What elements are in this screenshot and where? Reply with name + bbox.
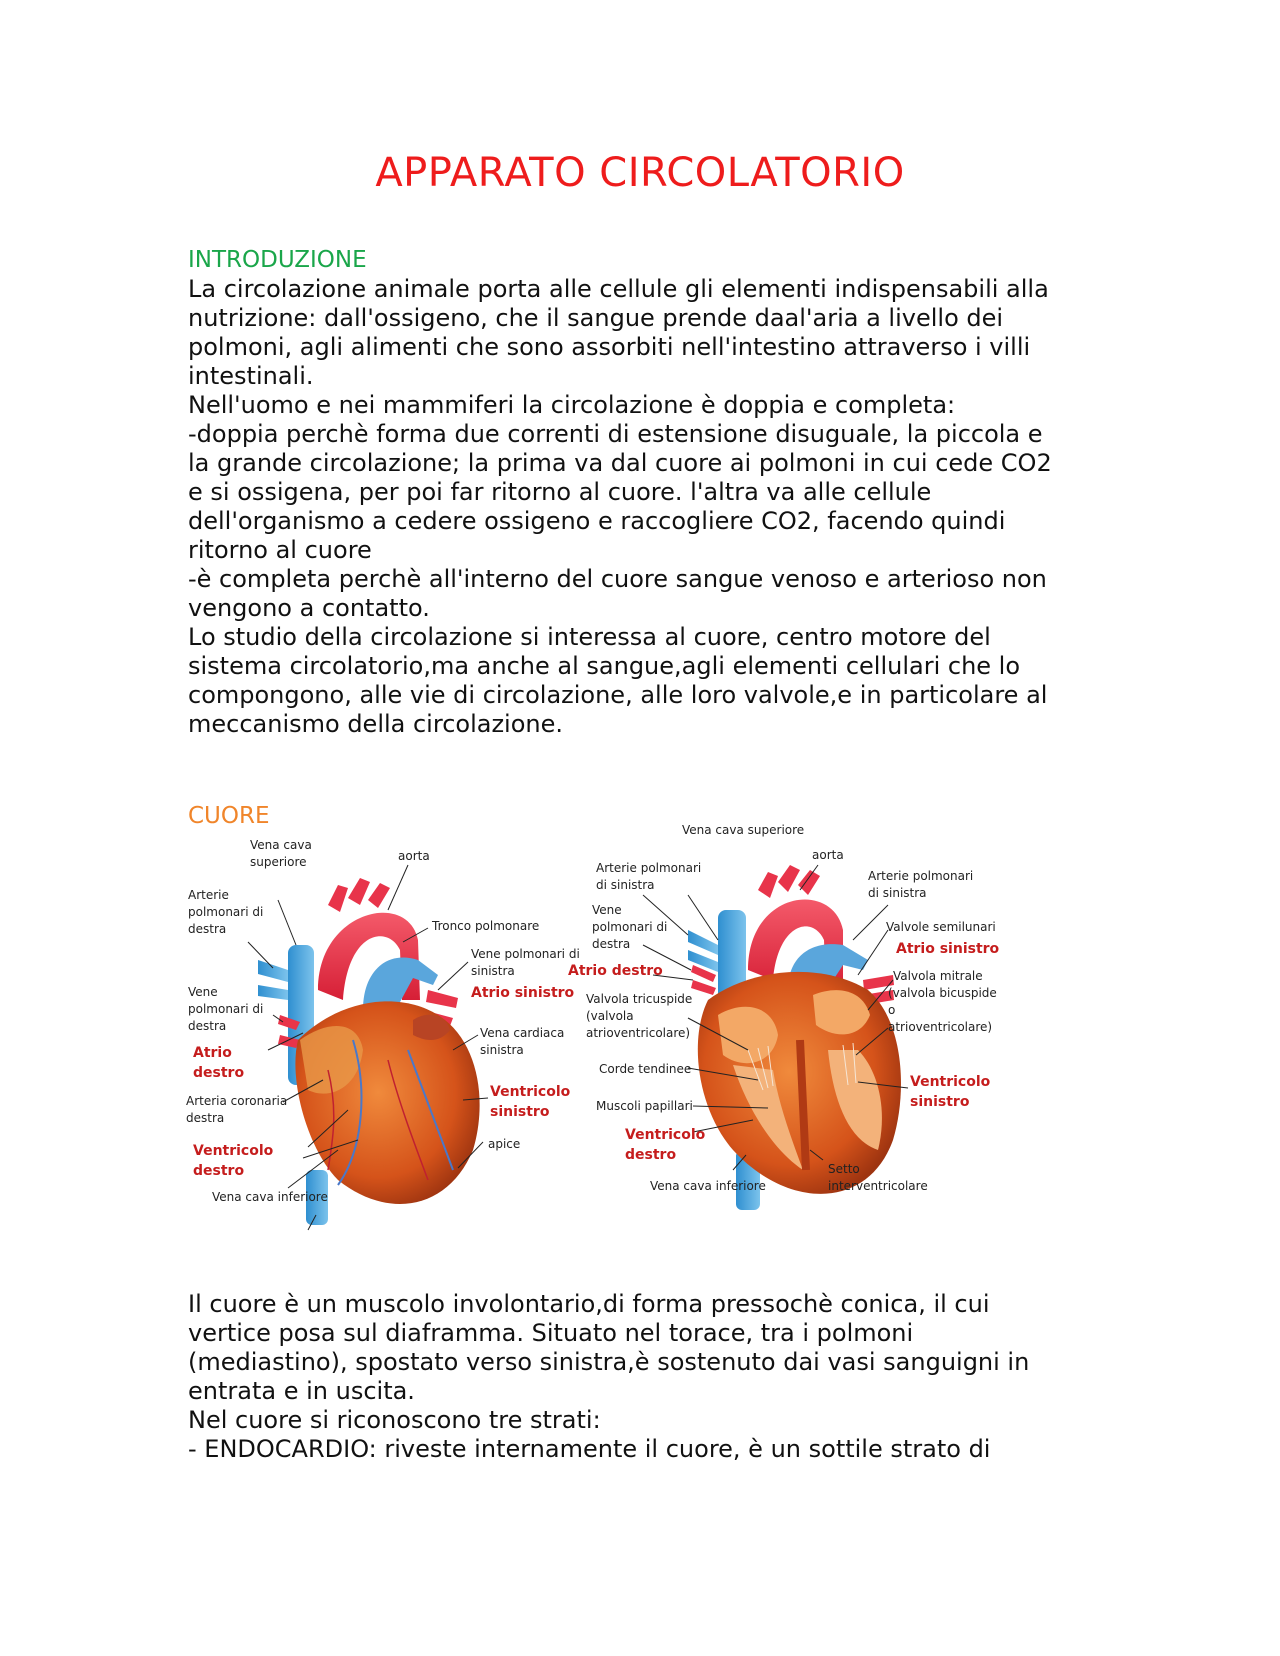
label-line: polmonari di <box>188 1002 264 1016</box>
label-arteria-coronaria <box>186 1094 287 1125</box>
label-line: destra <box>186 1111 225 1125</box>
label-line: atrioventricolare) <box>888 1020 993 1034</box>
text-line: compongono, alle vie di circolazione, alle loro valvole,e in particolare al <box>188 681 1048 709</box>
label-tronco-polmonare: Tronco polmonare <box>432 919 540 933</box>
text-line: -doppia perchè forma due correnti di estensione disuguale, la piccola e <box>188 420 1043 448</box>
text-line: La circolazione animale porta alle cellule gli elementi indispensabili alla <box>188 275 1049 303</box>
section-heading-introduzione: INTRODUZIONE <box>188 247 367 273</box>
label-line: Vene <box>188 985 218 999</box>
label-vena-cardiaca <box>480 1026 564 1057</box>
label-line: destra <box>188 1019 227 1033</box>
label-line: sinistro <box>490 1104 550 1120</box>
label-line: sinistra <box>471 964 515 978</box>
label-arterie-polm-sx-a <box>596 861 701 892</box>
label-atrio-sx: Atrio sinistro <box>471 985 575 1001</box>
label-line: destra <box>188 922 227 936</box>
label-line: (valvola <box>586 1009 634 1023</box>
label-line: sinistro <box>910 1094 970 1110</box>
label-apice: apice <box>488 1137 521 1151</box>
label-line: Vena cardiaca <box>480 1026 565 1040</box>
label-line: destra <box>592 937 631 951</box>
label-line: di sinistra <box>868 886 927 900</box>
text-line: -è completa perchè all'interno del cuore sangue venoso e arterioso non <box>188 565 1047 593</box>
label-line: Valvola tricuspide <box>586 992 693 1006</box>
label-arterie-polm-sx-b <box>868 869 973 900</box>
label-aorta: aorta <box>398 849 430 863</box>
label-vena-cava-sup-right: Vena cava superiore <box>682 823 805 837</box>
label-line: Setto <box>828 1162 860 1176</box>
label-atrio-dx <box>193 1045 244 1081</box>
label-line: Arterie polmonari <box>596 861 702 875</box>
cuore-paragraph <box>188 1290 1098 1464</box>
label-line: Ventricolo <box>490 1084 571 1100</box>
label-line: Arteria coronaria <box>186 1094 288 1108</box>
label-line: di sinistra <box>596 878 655 892</box>
label-atrio-dx-right: Atrio destro <box>568 963 663 979</box>
label-line: Ventricolo <box>193 1143 274 1159</box>
text-line: Nel cuore si riconoscono tre strati: <box>188 1406 601 1434</box>
label-vena-cava-inf-right: Vena cava inferiore <box>650 1179 766 1193</box>
label-line: interventricolare <box>828 1179 928 1193</box>
label-corde-tendinee: Corde tendinee <box>599 1062 692 1076</box>
label-vene-polm-dx-right <box>592 903 667 951</box>
label-line: o <box>888 1003 896 1017</box>
label-line: Vene polmonari di <box>471 947 580 961</box>
label-line: (valvola bicuspide <box>888 986 997 1000</box>
label-line: Arterie polmonari <box>868 869 974 883</box>
text-line: sistema circolatorio,ma anche al sangue,agli elementi cellulari che lo <box>188 652 1021 680</box>
text-line: polmoni, agli alimenti che sono assorbiti nell'intestino attraverso i villi <box>188 333 1031 361</box>
label-line: Ventricolo <box>625 1127 706 1143</box>
label-line: Vene <box>592 903 622 917</box>
label-valvola-mitrale <box>888 969 997 1034</box>
intro-paragraph <box>188 275 1098 739</box>
label-line: atrioventricolare) <box>586 1026 691 1040</box>
label-line: Arterie <box>188 888 229 902</box>
label-vena-cava-inf: Vena cava inferiore <box>212 1190 328 1204</box>
label-line: Atrio <box>193 1045 232 1061</box>
label-ventricolo-dx <box>193 1143 274 1179</box>
page-title: APPARATO CIRCOLATORIO <box>375 150 905 196</box>
text-line: intestinali. <box>188 362 314 390</box>
label-valvole-semilunari: Valvole semilunari <box>886 920 996 934</box>
label-line: sinistra <box>480 1043 524 1057</box>
heart-diagram-figure <box>186 823 1068 1270</box>
label-arterie-polm-dx <box>188 888 263 936</box>
label-ventricolo-dx-right <box>625 1127 706 1163</box>
label-vene-polm-sx <box>471 947 580 978</box>
label-ventricolo-sx <box>490 1084 571 1120</box>
text-line: e si ossigena, per poi far ritorno al cuore. l'altra va alle cellule <box>188 478 932 506</box>
text-line: vertice posa sul diaframma. Situato nel torace, tra i polmoni <box>188 1319 914 1347</box>
label-atrio-sx-right: Atrio sinistro <box>896 941 1000 957</box>
text-line: la grande circolazione; la prima va dal cuore ai polmoni in cui cede CO2 <box>188 449 1052 477</box>
text-line: meccanismo della circolazione. <box>188 710 563 738</box>
label-ventricolo-sx-right <box>910 1074 991 1110</box>
text-line: Nell'uomo e nei mammiferi la circolazione è doppia e completa: <box>188 391 956 419</box>
label-line: Valvola mitrale <box>893 969 983 983</box>
label-line: Vena cava <box>250 838 312 852</box>
label-line: destro <box>625 1147 677 1163</box>
label-muscoli-papillari: Muscoli papillari <box>596 1099 693 1113</box>
text-line: nutrizione: dall'ossigeno, che il sangue prende daal'aria a livello dei <box>188 304 1004 332</box>
heart-section-illustration <box>688 865 901 1210</box>
text-line: dell'organismo a cedere ossigeno e raccogliere CO2, facendo quindi <box>188 507 1006 535</box>
text-line: Il cuore è un muscolo involontario,di forma pressochè conica, il cui <box>188 1290 990 1318</box>
text-line: (mediastino), spostato verso sinistra,è sostenuto dai vasi sanguigni in <box>188 1348 1030 1376</box>
text-line: vengono a contatto. <box>188 594 430 622</box>
label-line: polmonari di <box>188 905 264 919</box>
label-line: superiore <box>250 855 307 869</box>
text-line: entrata e in uscita. <box>188 1377 415 1405</box>
text-line: - ENDOCARDIO: riveste internamente il cuore, è un sottile strato di <box>188 1435 991 1463</box>
label-line: polmonari di <box>592 920 668 934</box>
label-valvola-tricuspide <box>586 992 692 1040</box>
label-line: Ventricolo <box>910 1074 991 1090</box>
label-vena-cava-sup <box>250 838 312 869</box>
text-line: Lo studio della circolazione si interessa al cuore, centro motore del <box>188 623 991 651</box>
label-vene-polm-dx <box>188 985 263 1033</box>
label-line: destro <box>193 1163 245 1179</box>
label-line: destro <box>193 1065 245 1081</box>
text-line: ritorno al cuore <box>188 536 372 564</box>
section-heading-cuore: CUORE <box>188 803 270 829</box>
label-aorta-right: aorta <box>812 848 844 862</box>
